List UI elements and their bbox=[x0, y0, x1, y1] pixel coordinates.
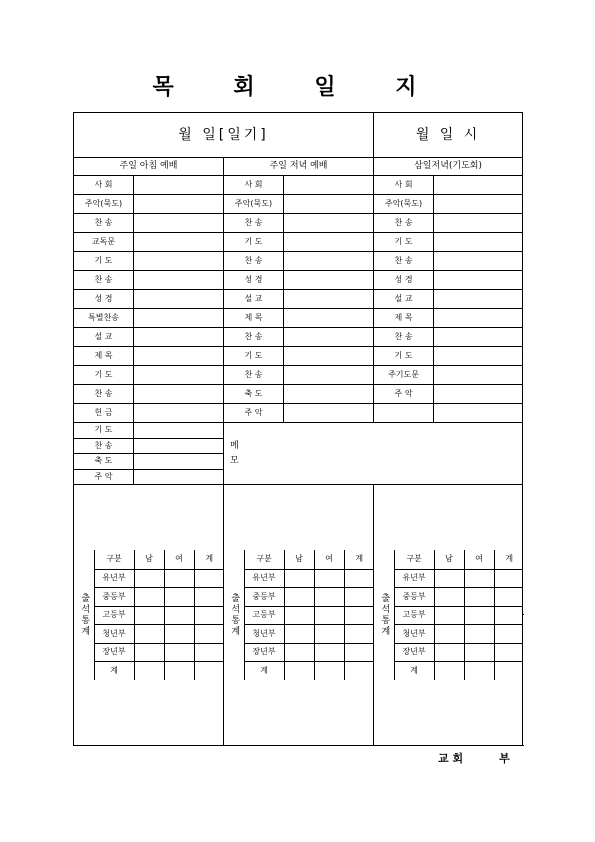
order-label: 찬 송 bbox=[224, 366, 284, 385]
order-entry-field[interactable] bbox=[434, 176, 523, 195]
order-label: 주악(묵도) bbox=[224, 195, 284, 214]
attendance-value-field[interactable] bbox=[284, 643, 314, 662]
attendance-row-label: 계 bbox=[244, 662, 284, 681]
order-label: 찬 송 bbox=[374, 214, 434, 233]
order-entry-field[interactable] bbox=[134, 366, 224, 385]
attendance-value-field[interactable] bbox=[284, 569, 314, 588]
order-entry-field[interactable] bbox=[284, 385, 374, 404]
order-entry-field[interactable] bbox=[434, 309, 523, 328]
attendance-value-field[interactable] bbox=[194, 625, 224, 644]
order-entry-field[interactable] bbox=[134, 328, 224, 347]
order-entry-field[interactable] bbox=[134, 271, 224, 290]
attendance-value-field[interactable] bbox=[134, 662, 164, 681]
section-wednesday-prayer: 삼일저녁(기도회) bbox=[374, 158, 523, 176]
attendance-value-field[interactable] bbox=[434, 662, 464, 681]
order-entry-field[interactable] bbox=[134, 347, 224, 366]
attendance-value-field[interactable] bbox=[134, 643, 164, 662]
order-entry-field[interactable] bbox=[434, 214, 523, 233]
attendance-value-field[interactable] bbox=[494, 625, 523, 644]
attendance-value-field[interactable] bbox=[434, 569, 464, 588]
order-label: 제 목 bbox=[224, 309, 284, 328]
order-entry-field[interactable] bbox=[434, 404, 523, 423]
attendance-row-label: 고등부 bbox=[394, 606, 434, 625]
service-log-table bbox=[73, 112, 523, 746]
attendance-row-label: 장년부 bbox=[394, 643, 434, 662]
attendance-header-cell: 구분 bbox=[394, 550, 434, 569]
order-label: 기 도 bbox=[74, 423, 134, 439]
attendance-value-field[interactable] bbox=[284, 606, 314, 625]
attendance-value-field[interactable] bbox=[494, 569, 523, 588]
order-entry-field[interactable] bbox=[434, 233, 523, 252]
order-label: 설 교 bbox=[74, 328, 134, 347]
attendance-value-field[interactable] bbox=[134, 625, 164, 644]
order-label: 찬 송 bbox=[74, 271, 134, 290]
attendance-value-field[interactable] bbox=[164, 588, 194, 607]
order-entry-field[interactable] bbox=[284, 271, 374, 290]
footer-church-label: 교 회 bbox=[438, 752, 464, 765]
attendance-row-label: 청년부 bbox=[244, 625, 284, 644]
order-entry-field[interactable] bbox=[284, 252, 374, 271]
attendance-value-field[interactable] bbox=[344, 588, 374, 607]
section-sunday-morning: 주일 아침 예배 bbox=[74, 158, 224, 176]
attendance-value-field[interactable] bbox=[194, 662, 224, 681]
attendance-value-field[interactable] bbox=[314, 588, 344, 607]
footer-dept-label: 부 bbox=[499, 752, 510, 765]
order-entry-field[interactable] bbox=[134, 252, 224, 271]
attendance-side-label: 출석통계 bbox=[74, 550, 94, 680]
order-label: 찬 송 bbox=[74, 438, 134, 454]
attendance-value-field[interactable] bbox=[134, 588, 164, 607]
order-label: 제 목 bbox=[74, 347, 134, 366]
order-label: 사 회 bbox=[74, 176, 134, 195]
attendance-row-label: 청년부 bbox=[394, 625, 434, 644]
attendance-value-field[interactable] bbox=[194, 643, 224, 662]
order-label: 축 도 bbox=[74, 454, 134, 470]
order-entry-field[interactable] bbox=[134, 423, 224, 439]
order-entry-field[interactable] bbox=[284, 176, 374, 195]
order-label: 주 악 bbox=[74, 469, 134, 485]
attendance-value-field[interactable] bbox=[494, 606, 523, 625]
order-label: 찬 송 bbox=[74, 385, 134, 404]
attendance-header-cell: 남 bbox=[284, 550, 314, 569]
order-entry-field[interactable] bbox=[434, 385, 523, 404]
order-entry-field[interactable] bbox=[134, 214, 224, 233]
attendance-row-label: 청년부 bbox=[94, 625, 134, 644]
attendance-row-label: 중등부 bbox=[94, 588, 134, 607]
memo-field[interactable] bbox=[224, 423, 523, 485]
attendance-value-field[interactable] bbox=[284, 588, 314, 607]
attendance-header-cell: 구분 bbox=[244, 550, 284, 569]
attendance-side-label: 출석통계 bbox=[374, 550, 394, 680]
date-weather-field[interactable] bbox=[74, 113, 374, 158]
order-label: 찬 송 bbox=[74, 214, 134, 233]
attendance-value-field[interactable] bbox=[344, 643, 374, 662]
attendance-value-field[interactable] bbox=[434, 625, 464, 644]
memo-label: 메 모 bbox=[230, 441, 239, 466]
order-label: 헌 금 bbox=[74, 404, 134, 423]
attendance-value-field[interactable] bbox=[344, 662, 374, 681]
attendance-value-field[interactable] bbox=[164, 662, 194, 681]
attendance-value-field[interactable] bbox=[344, 606, 374, 625]
attendance-header-cell: 남 bbox=[434, 550, 464, 569]
order-entry-field[interactable] bbox=[434, 271, 523, 290]
order-label: 기 도 bbox=[224, 233, 284, 252]
attendance-value-field[interactable] bbox=[464, 606, 494, 625]
order-label: 기 도 bbox=[74, 252, 134, 271]
attendance-row-label: 유년부 bbox=[394, 569, 434, 588]
order-entry-field[interactable] bbox=[434, 290, 523, 309]
attendance-row-label: 장년부 bbox=[94, 643, 134, 662]
date-time-field[interactable] bbox=[374, 113, 523, 158]
attendance-header-cell: 계 bbox=[494, 550, 523, 569]
attendance-header-cell: 계 bbox=[194, 550, 224, 569]
order-entry-field[interactable] bbox=[284, 366, 374, 385]
order-entry-field[interactable] bbox=[134, 290, 224, 309]
attendance-value-field[interactable] bbox=[194, 569, 224, 588]
attendance-row-label: 계 bbox=[94, 662, 134, 681]
attendance-side-label: 출석통계 bbox=[224, 550, 244, 680]
section-sunday-evening: 주일 저녁 예배 bbox=[224, 158, 374, 176]
date-weather-label: 월 일[일기] bbox=[178, 127, 269, 143]
order-label: 기 도 bbox=[374, 347, 434, 366]
footer bbox=[438, 750, 510, 766]
order-label: 찬 송 bbox=[224, 328, 284, 347]
attendance-header-cell: 여 bbox=[464, 550, 494, 569]
order-label: 주악(묵도) bbox=[74, 195, 134, 214]
order-entry-field[interactable] bbox=[284, 290, 374, 309]
attendance-value-field[interactable] bbox=[494, 643, 523, 662]
order-entry-field[interactable] bbox=[134, 385, 224, 404]
attendance-value-field[interactable] bbox=[314, 662, 344, 681]
order-entry-field[interactable] bbox=[134, 454, 224, 470]
order-label: 교독문 bbox=[74, 233, 134, 252]
order-label: 주악(묵도) bbox=[374, 195, 434, 214]
attendance-value-field[interactable] bbox=[344, 625, 374, 644]
attendance-row-label: 중등부 bbox=[244, 588, 284, 607]
order-label: 성 경 bbox=[374, 271, 434, 290]
order-entry-field[interactable] bbox=[284, 195, 374, 214]
attendance-block bbox=[224, 485, 374, 746]
attendance-value-field[interactable] bbox=[494, 588, 523, 607]
attendance-value-field[interactable] bbox=[314, 606, 344, 625]
attendance-value-field[interactable] bbox=[284, 625, 314, 644]
attendance-row-label: 계 bbox=[394, 662, 434, 681]
order-label: 성 경 bbox=[224, 271, 284, 290]
order-entry-field[interactable] bbox=[434, 328, 523, 347]
attendance-row-label: 고등부 bbox=[94, 606, 134, 625]
date-time-label: 월 일 시 bbox=[415, 127, 481, 143]
order-label: 찬 송 bbox=[224, 214, 284, 233]
order-entry-field[interactable] bbox=[134, 176, 224, 195]
order-label: 특별찬송 bbox=[74, 309, 134, 328]
attendance-row-label: 중등부 bbox=[394, 588, 434, 607]
order-entry-field[interactable] bbox=[434, 252, 523, 271]
attendance-value-field[interactable] bbox=[344, 569, 374, 588]
order-entry-field[interactable] bbox=[284, 404, 374, 423]
order-entry-field[interactable] bbox=[284, 214, 374, 233]
order-label: 주 악 bbox=[374, 385, 434, 404]
order-entry-field[interactable] bbox=[134, 309, 224, 328]
order-label: 찬 송 bbox=[374, 252, 434, 271]
order-label: 설 교 bbox=[374, 290, 434, 309]
attendance-block bbox=[74, 485, 224, 746]
order-label: 제 목 bbox=[374, 309, 434, 328]
attendance-value-field[interactable] bbox=[194, 588, 224, 607]
attendance-row-label: 고등부 bbox=[244, 606, 284, 625]
order-entry-field[interactable] bbox=[284, 328, 374, 347]
attendance-value-field[interactable] bbox=[464, 625, 494, 644]
order-label: 성 경 bbox=[74, 290, 134, 309]
attendance-header-cell: 여 bbox=[314, 550, 344, 569]
attendance-header-cell: 계 bbox=[344, 550, 374, 569]
order-entry-field[interactable] bbox=[134, 438, 224, 454]
order-label: 기 도 bbox=[224, 347, 284, 366]
attendance-value-field[interactable] bbox=[494, 662, 523, 681]
order-label: 사 회 bbox=[374, 176, 434, 195]
attendance-header-cell: 여 bbox=[164, 550, 194, 569]
attendance-value-field[interactable] bbox=[314, 569, 344, 588]
order-entry-field[interactable] bbox=[284, 347, 374, 366]
attendance-header-cell: 구분 bbox=[94, 550, 134, 569]
order-entry-field[interactable] bbox=[134, 233, 224, 252]
order-label: 주 악 bbox=[224, 404, 284, 423]
attendance-value-field[interactable] bbox=[134, 569, 164, 588]
order-label: 설 교 bbox=[224, 290, 284, 309]
attendance-value-field[interactable] bbox=[464, 569, 494, 588]
order-label: 기 도 bbox=[74, 366, 134, 385]
page-title: 목 회 일 지 bbox=[152, 75, 443, 100]
order-label: 주기도문 bbox=[374, 366, 434, 385]
attendance-value-field[interactable] bbox=[434, 606, 464, 625]
order-label: 찬 송 bbox=[374, 328, 434, 347]
attendance-value-field[interactable] bbox=[284, 662, 314, 681]
order-entry-field[interactable] bbox=[134, 195, 224, 214]
order-entry-field[interactable] bbox=[134, 404, 224, 423]
attendance-row-label: 유년부 bbox=[244, 569, 284, 588]
order-label: 찬 송 bbox=[224, 252, 284, 271]
attendance-value-field[interactable] bbox=[134, 606, 164, 625]
attendance-value-field[interactable] bbox=[464, 588, 494, 607]
attendance-row-label: 장년부 bbox=[244, 643, 284, 662]
order-label: 축 도 bbox=[224, 385, 284, 404]
attendance-value-field[interactable] bbox=[194, 606, 224, 625]
order-label bbox=[374, 404, 434, 423]
attendance-value-field[interactable] bbox=[314, 625, 344, 644]
attendance-value-field[interactable] bbox=[464, 662, 494, 681]
order-label: 기 도 bbox=[374, 233, 434, 252]
order-entry-field[interactable] bbox=[434, 347, 523, 366]
attendance-value-field[interactable] bbox=[164, 643, 194, 662]
order-entry-field[interactable] bbox=[134, 469, 224, 485]
attendance-header-cell: 남 bbox=[134, 550, 164, 569]
attendance-value-field[interactable] bbox=[464, 643, 494, 662]
attendance-block bbox=[374, 485, 523, 746]
attendance-value-field[interactable] bbox=[314, 643, 344, 662]
attendance-value-field[interactable] bbox=[164, 606, 194, 625]
attendance-value-field[interactable] bbox=[434, 643, 464, 662]
order-entry-field[interactable] bbox=[284, 233, 374, 252]
order-label: 사 회 bbox=[224, 176, 284, 195]
order-entry-field[interactable] bbox=[434, 366, 523, 385]
attendance-value-field[interactable] bbox=[164, 625, 194, 644]
attendance-value-field[interactable] bbox=[434, 588, 464, 607]
order-entry-field[interactable] bbox=[434, 195, 523, 214]
attendance-row-label: 유년부 bbox=[94, 569, 134, 588]
attendance-value-field[interactable] bbox=[164, 569, 194, 588]
order-entry-field[interactable] bbox=[284, 309, 374, 328]
